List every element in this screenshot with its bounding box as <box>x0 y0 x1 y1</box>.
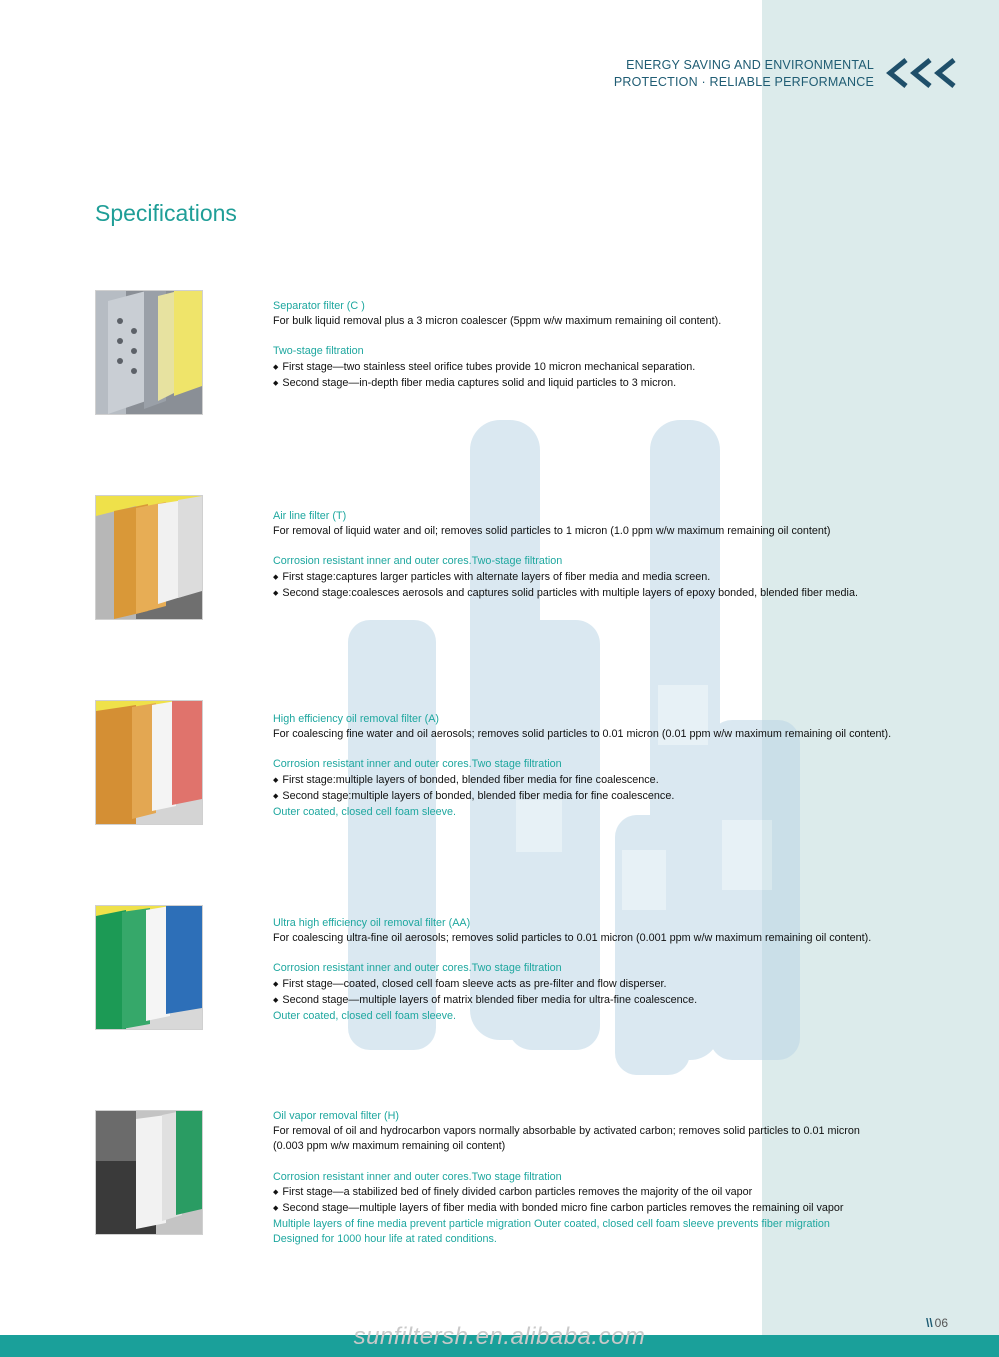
ultra-high-efficiency-filter-image <box>95 905 203 1030</box>
section-subheading: Corrosion resistant inner and outer cores.Two stage filtration <box>273 758 562 771</box>
bullet-item: ◆ Second stage—multiple layers of matrix blended fiber media for ultra-fine coalescence. <box>273 993 913 1009</box>
page-title: Specifications <box>95 200 237 226</box>
section-heading: Oil vapor removal filter (H) <box>273 1110 399 1122</box>
section-ultra-high-efficiency-filter <box>273 916 913 1024</box>
section-subheading: Corrosion resistant inner and outer cores.Two stage filtration <box>273 1170 562 1183</box>
section-heading: Separator filter (C ) <box>273 300 365 312</box>
section-subheading: Two-stage filtration <box>273 345 364 358</box>
bullet-item: ◆ Second stage:multiple layers of bonded, blended fiber media for fine coalescence. <box>273 789 913 805</box>
bullet-item: ◆ Second stage:coalesces aerosols and captures solid particles with multiple layers of epoxy bonded, blended fiber media. <box>273 586 913 602</box>
section-description: For coalescing fine water and oil aerosols; removes solid particles to 0.01 micron (0.01 ppm w/w maximum remaining oil content). <box>273 728 892 741</box>
bullet-item: ◆ Second stage—in-depth fiber media captures solid and liquid particles to 3 micron. <box>273 376 913 392</box>
bullet-item: ◆ Second stage—multiple layers of fiber media with bonded micro fine carbon particles removes the remaining oil vapor <box>273 1201 913 1217</box>
section-description: For bulk liquid removal plus a 3 micron coalescer (5ppm w/w maximum remaining oil content). <box>273 315 722 328</box>
air-line-filter-image <box>95 495 203 620</box>
section-separator-filter <box>273 299 913 392</box>
bullet-item: ◆ First stage:multiple layers of bonded, blended fiber media for fine coalescence. <box>273 773 913 789</box>
section-note: Multiple layers of fine media prevent particle migration Outer coated, closed cell foam sleeve prevents fiber migration <box>273 1218 830 1231</box>
section-description-cont: (0.003 ppm w/w maximum remaining oil content) <box>273 1140 506 1153</box>
section-oil-vapor-filter <box>273 1109 913 1248</box>
section-heading: Ultra high efficiency oil removal filter (AA) <box>273 917 471 929</box>
section-note: Outer coated, closed cell foam sleeve. <box>273 1010 457 1023</box>
chevrons-icon <box>884 58 960 88</box>
oil-vapor-filter-image <box>95 1110 203 1235</box>
section-air-line-filter <box>273 509 913 602</box>
slash-icon: \\ <box>926 1316 933 1330</box>
bullet-item: ◆ First stage—a stabilized bed of finely divided carbon particles removes the majority of the oil vapor <box>273 1185 913 1201</box>
section-subheading: Corrosion resistant inner and outer cores.Two stage filtration <box>273 962 562 975</box>
section-subheading: Corrosion resistant inner and outer cores.Two-stage filtration <box>273 555 563 568</box>
header-line-2: PROTECTION · RELIABLE PERFORMANCE <box>613 75 874 89</box>
high-efficiency-filter-image <box>95 700 203 825</box>
bullet-item: ◆ First stage:captures larger particles with alternate layers of fiber media and media screen. <box>273 570 913 586</box>
section-description: For removal of liquid water and oil; removes solid particles to 1 micron (1.0 ppm w/w maximum remaining oil content) <box>273 525 831 538</box>
page-number-value: 06 <box>934 1316 949 1330</box>
header-line-1: ENERGY SAVING AND ENVIRONMENTAL <box>626 58 874 72</box>
section-heading: High efficiency oil removal filter (A) <box>273 713 440 725</box>
section-description: For removal of oil and hydrocarbon vapors normally absorbable by activated carbon; removes solid particles to 0.01 micron <box>273 1125 860 1138</box>
section-high-efficiency-filter <box>273 712 913 820</box>
footer-watermark: sunfiltersh.en.alibaba.com <box>353 1323 646 1350</box>
separator-filter-image <box>95 290 203 415</box>
section-note: Outer coated, closed cell foam sleeve. <box>273 806 457 819</box>
header-tagline <box>614 57 874 91</box>
section-heading: Air line filter (T) <box>273 510 347 522</box>
bullet-item: ◆ First stage—two stainless steel orifice tubes provide 10 micron mechanical separation. <box>273 360 913 376</box>
bullet-item: ◆ First stage—coated, closed cell foam sleeve acts as pre-filter and flow disperser. <box>273 977 913 993</box>
section-note: Designed for 1000 hour life at rated conditions. <box>273 1233 497 1246</box>
section-description: For coalescing ultra-fine oil aerosols; removes solid particles to 0.01 micron (0.001 ppm w/w maximum remaining oil content). <box>273 932 872 945</box>
